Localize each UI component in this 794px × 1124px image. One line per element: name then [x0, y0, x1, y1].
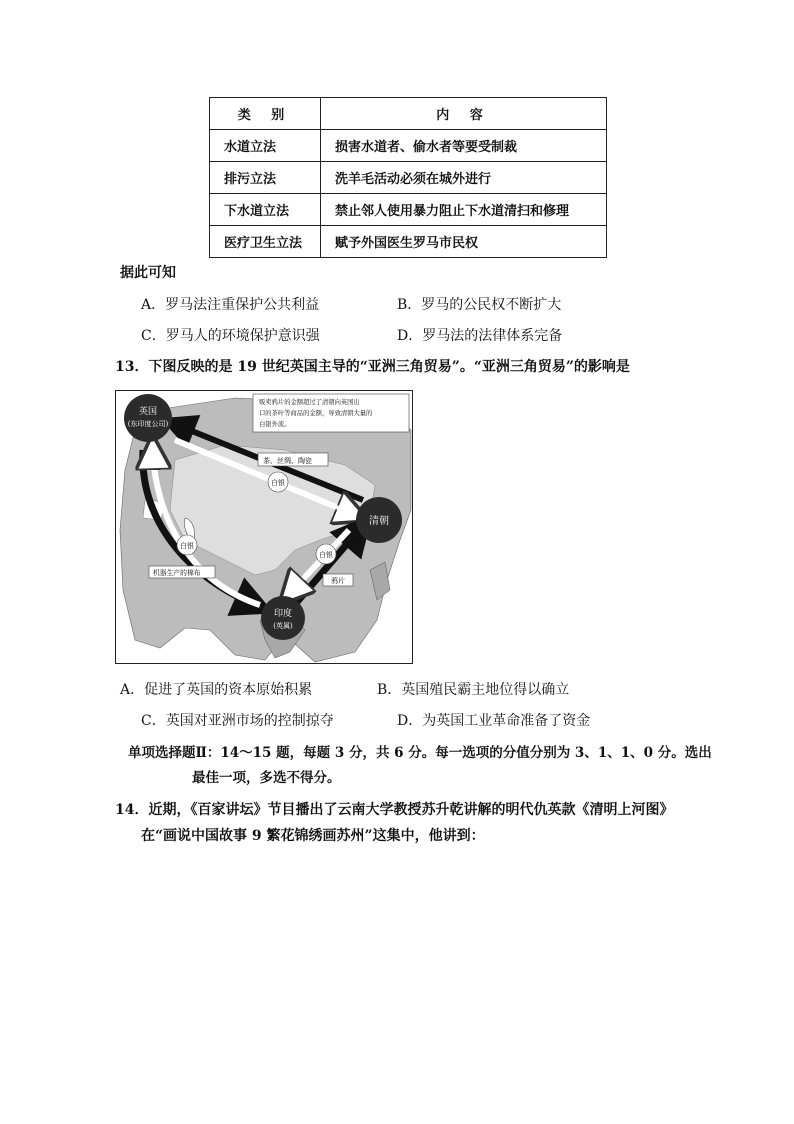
table-row [210, 162, 607, 194]
q13-option-c: C．英国对亚洲市场的控制掠夺 [141, 713, 334, 729]
note-line-1: 贩卖鸦片的金额超过了清朝向英国出 [259, 399, 360, 406]
table-cell: 禁止邻人使用暴力阻止下水道清扫和修理 [321, 194, 607, 226]
q14-line-2: 在“画说中国故事 9 繁花锦绣画苏州”这集中，他讲到： [141, 828, 485, 844]
q12-option-c: C．罗马人的环境保护意识强 [141, 328, 320, 344]
note-line-2: 口的茶叶等商品的金额，导致清朝大量的 [259, 410, 373, 417]
q13-stem: 13．下图反映的是 19 世纪英国主导的“亚洲三角贸易”。“亚洲三角贸易”的影响是 [115, 359, 630, 375]
table-row [210, 226, 607, 258]
qing-label: 清朝 [369, 516, 389, 527]
note-line-3: 白银外流。 [259, 421, 291, 428]
q12-option-d: D．罗马法的法律体系完备 [397, 328, 563, 344]
q12-option-b: B．罗马的公民权不断扩大 [397, 297, 562, 313]
q12-stem-end: 据此可知 [120, 265, 176, 281]
table-cell: 水道立法 [210, 130, 321, 162]
q13-option-d: D．为英国工业革命准备了资金 [397, 713, 591, 729]
table-cell: 赋予外国医生罗马市民权 [321, 226, 607, 258]
table-header-content: 内 容 [321, 98, 607, 130]
britain-sublabel: (东印度公司) [127, 420, 169, 428]
q12-option-a: A．罗马法注重保护公共利益 [141, 297, 320, 313]
silver-label-3: 白银 [319, 551, 333, 559]
section-instruction-1: 单项选择题Ⅱ：14～15 题，每题 3 分，共 6 分。每一选项的分值分别为 3、1、1、0 分。选出 [128, 745, 712, 761]
table-header-category: 类 别 [210, 98, 321, 130]
table-row [210, 130, 607, 162]
table-cell: 医疗卫生立法 [210, 226, 321, 258]
britain-label: 英国 [138, 407, 158, 417]
tea-label: 茶、丝绸、陶瓷 [263, 457, 312, 465]
india-sublabel: (英属) [273, 622, 293, 630]
opium-label: 鸦片 [331, 577, 345, 585]
section-instruction-2: 最佳一项，多选不得分。 [192, 770, 341, 786]
q13-option-b: B．英国殖民霸主地位得以确立 [377, 682, 570, 698]
q14-line-1: 14．近期，《百家讲坛》节目播出了云南大学教授苏升乾讲解的明代仇英款《清明上河图》 [115, 802, 674, 818]
india-label: 印度 [273, 609, 293, 619]
table-cell: 排污立法 [210, 162, 321, 194]
cloth-label: 机器生产的棉布 [153, 569, 201, 577]
legislation-table [209, 97, 607, 258]
table-cell: 洗羊毛活动必须在城外进行 [321, 162, 607, 194]
britain-node [124, 394, 172, 442]
table-row [210, 194, 607, 226]
silver-label-2: 白银 [180, 542, 194, 550]
q13-option-a: A．促进了英国的资本原始积累 [120, 682, 313, 698]
table-header-row [210, 98, 607, 130]
table-cell: 下水道立法 [210, 194, 321, 226]
table-cell: 损害水道者、偷水者等要受制裁 [321, 130, 607, 162]
triangle-trade-map [115, 390, 413, 664]
silver-label-1: 白银 [271, 479, 285, 487]
